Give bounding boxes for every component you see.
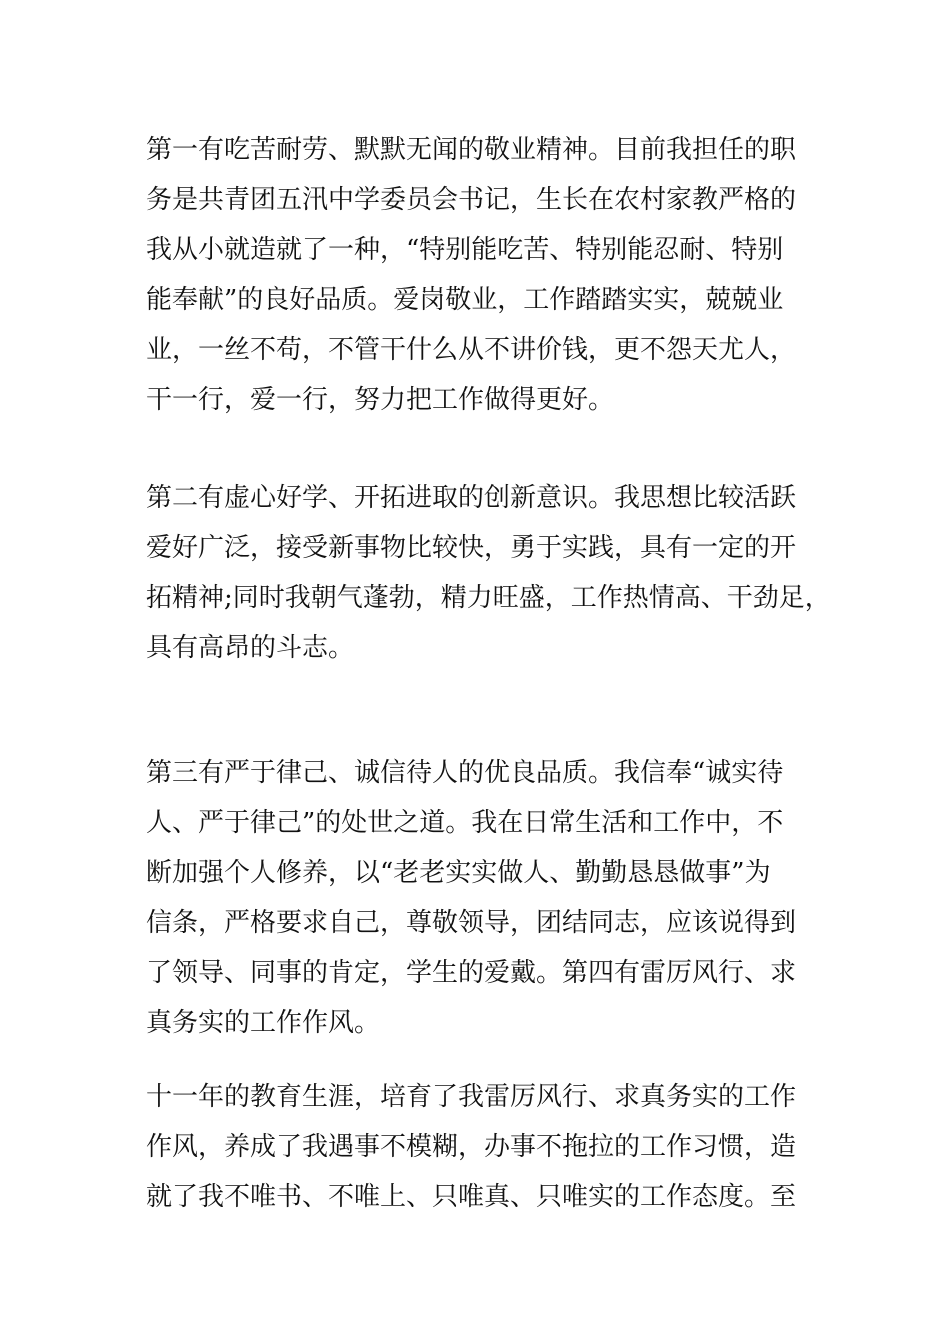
text-line: 断加强个人修养，以“老老实实做人、勤勤恳恳做事”为 — [146, 858, 771, 888]
text-line: 十一年的教育生涯，培育了我雷厉风行、求真务实的工作 — [146, 1082, 797, 1112]
text-line: 务是共青团五汛中学委员会书记，生长在农村家教严格的 — [146, 185, 797, 215]
text-line: 第三有严于律己、诚信待人的优良品质。我信奉“诚实待 — [146, 758, 784, 788]
text-line: 业，一丝不苟，不管干什么从不讲价钱，更不怨天尤人， — [146, 335, 797, 365]
text-line: 干一行，爱一行，努力把工作做得更好。 — [146, 385, 615, 415]
text-line: 人、严于律己”的处世之道。我在日常生活和工作中，不 — [146, 808, 784, 838]
text-line: 就了我不唯书、不唯上、只唯真、只唯实的工作态度。至 — [146, 1182, 797, 1212]
text-line: 了领导、同事的肯定，学生的爱戴。第四有雷厉风行、求 — [146, 958, 797, 988]
text-line: 爱好广泛，接受新事物比较快，勇于实践，具有一定的开 — [146, 533, 797, 563]
text-line: 第二有虚心好学、开拓进取的创新意识。我思想比较活跃 — [146, 483, 797, 513]
paragraph-dedication — [146, 125, 846, 425]
text-line: 作风，养成了我遇事不模糊，办事不拖拉的工作习惯，造 — [146, 1132, 797, 1162]
text-line: 能奉献”的良好品质。爱岗敬业，工作踏踏实实，兢兢业 — [146, 285, 784, 315]
text-line: 真务实的工作作风。 — [146, 1008, 381, 1038]
text-line: 我从小就造就了一种，“特别能吃苦、特别能忍耐、特别 — [146, 235, 784, 265]
paragraph-work-style — [146, 1072, 846, 1222]
text-line: 信条，严格要求自己，尊敬领导，团结同志，应该说得到 — [146, 908, 797, 938]
text-line: 拓精神;同时我朝气蓬勃，精力旺盛，工作热情高、干劲足， — [146, 583, 831, 613]
text-line: 具有高昂的斗志。 — [146, 633, 355, 663]
text-line: 第一有吃苦耐劳、默默无闻的敬业精神。目前我担任的职 — [146, 135, 797, 165]
paragraph-innovation — [146, 473, 846, 673]
paragraph-integrity — [146, 748, 846, 1048]
